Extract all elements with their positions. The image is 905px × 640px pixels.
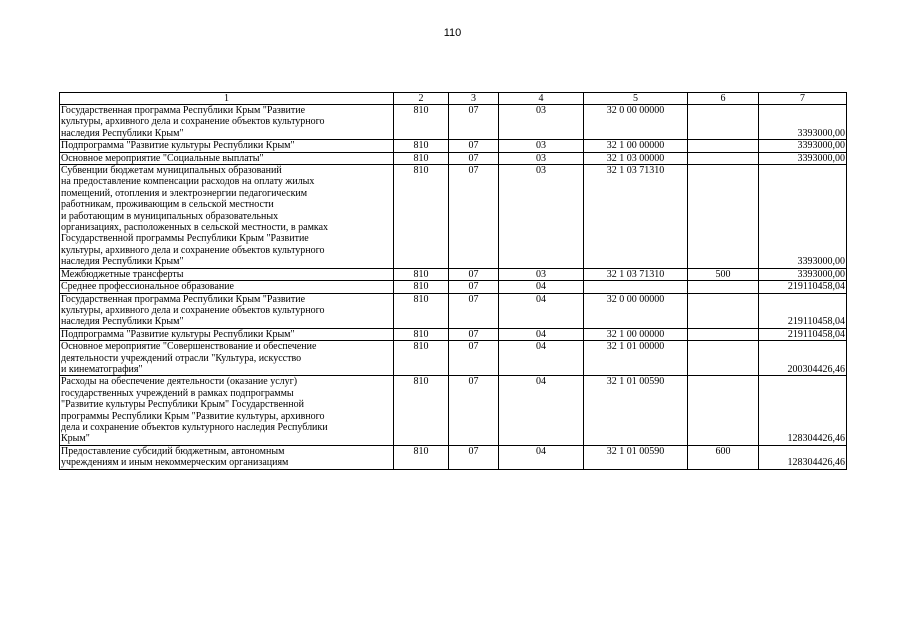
header-row [60, 93, 847, 105]
section-code-cell: 07 [449, 445, 499, 469]
item-name-line: деятельности учреждений отрасли "Культура, искусство [61, 352, 302, 364]
item-name-cell [60, 328, 394, 340]
section-code-cell: 07 [449, 341, 499, 376]
expense-type-cell: 600 [688, 445, 759, 469]
item-name-cell [60, 165, 394, 269]
subsection-code-cell: 03 [499, 165, 584, 269]
item-name-line: Подпрограмма "Развитие культуры Республики Крым" [61, 140, 295, 152]
expense-type-cell [688, 140, 759, 152]
item-name-line: организациях, расположенных в сельской местности, в рамках [61, 222, 329, 234]
target-article-cell: 32 1 00 00000 [584, 328, 688, 340]
table-row [60, 140, 847, 152]
page-number: 110 [443, 27, 462, 39]
amount-cell: 3393000,00 [759, 268, 847, 280]
item-name-line: культуры, архивного дела и сохранение объектов культурного [61, 244, 325, 256]
amount-cell: 128304426,46 [759, 445, 847, 469]
table-row [60, 105, 847, 140]
amount-cell: 3393000,00 [759, 152, 847, 164]
subsection-code-cell: 03 [499, 105, 584, 140]
table-row [60, 165, 847, 269]
item-name-line: помещений, отопления и электроэнергии педагогическим [61, 187, 308, 199]
item-name-line: культуры, архивного дела и сохранение объектов культурного [61, 116, 325, 128]
budget-table [59, 92, 847, 470]
table-row [60, 268, 847, 280]
section-code-cell: 07 [449, 152, 499, 164]
header-cell-1: 1 [60, 93, 394, 105]
item-name-line: культуры, архивного дела и сохранение объектов культурного [61, 304, 325, 316]
amount-cell: 219110458,04 [759, 293, 847, 328]
header-cell-7: 7 [759, 93, 847, 105]
amount-cell: 219110458,04 [759, 281, 847, 293]
ministry-code-cell: 810 [394, 341, 449, 376]
subsection-code-cell: 03 [499, 140, 584, 152]
item-name-line: государственных учреждений в рамках подпрограммы [61, 387, 294, 399]
section-code-cell: 07 [449, 376, 499, 445]
ministry-code-cell: 810 [394, 445, 449, 469]
item-name-cell [60, 445, 394, 469]
expense-type-cell [688, 376, 759, 445]
section-code-cell: 07 [449, 140, 499, 152]
subsection-code-cell: 04 [499, 376, 584, 445]
expense-type-cell [688, 105, 759, 140]
item-name-cell [60, 105, 394, 140]
item-name-line: Расходы на обеспечение деятельности (оказание услуг) [61, 376, 298, 388]
subsection-code-cell: 04 [499, 293, 584, 328]
header-cell-4: 4 [499, 93, 584, 105]
subsection-code-cell: 04 [499, 328, 584, 340]
item-name-line: наследия Республики Крым" [61, 256, 184, 268]
table-row [60, 152, 847, 164]
target-article-cell: 32 0 00 00000 [584, 105, 688, 140]
header-cell-5: 5 [584, 93, 688, 105]
ministry-code-cell: 810 [394, 281, 449, 293]
item-name-line: Подпрограмма "Развитие культуры Республики Крым" [61, 328, 295, 340]
expense-type-cell [688, 328, 759, 340]
header-cell-3: 3 [449, 93, 499, 105]
subsection-code-cell: 04 [499, 445, 584, 469]
item-name-cell [60, 376, 394, 445]
expense-type-cell [688, 293, 759, 328]
item-name-line: и кинематография" [61, 363, 143, 375]
item-name-cell [60, 152, 394, 164]
subsection-code-cell: 03 [499, 152, 584, 164]
item-name-cell [60, 268, 394, 280]
target-article-cell: 32 1 01 00590 [584, 376, 688, 445]
item-name-line: наследия Республики Крым" [61, 316, 184, 328]
amount-cell: 200304426,46 [759, 341, 847, 376]
ministry-code-cell: 810 [394, 152, 449, 164]
expense-type-cell [688, 165, 759, 269]
item-name-cell [60, 281, 394, 293]
target-article-cell: 32 1 01 00590 [584, 445, 688, 469]
target-article-cell: 32 1 03 71310 [584, 268, 688, 280]
item-name-line: Субвенции бюджетам муниципальных образований [61, 165, 282, 177]
expense-type-cell [688, 341, 759, 376]
header-cell-2: 2 [394, 93, 449, 105]
item-name-line: Среднее профессиональное образование [61, 281, 234, 293]
table-row [60, 445, 847, 469]
item-name-line: Государственной программы Республики Крым "Развитие [61, 233, 309, 245]
item-name-line: и работающим в муниципальных образовательных [61, 210, 279, 222]
item-name-line: учреждениям и иным некоммерческим организациям [61, 457, 289, 469]
subsection-code-cell: 04 [499, 281, 584, 293]
ministry-code-cell: 810 [394, 165, 449, 269]
target-article-cell: 32 1 01 00000 [584, 341, 688, 376]
amount-cell: 128304426,46 [759, 376, 847, 445]
target-article-cell: 32 0 00 00000 [584, 293, 688, 328]
item-name-line: на предоставление компенсации расходов на оплату жилых [61, 176, 315, 188]
target-article-cell: 32 1 00 00000 [584, 140, 688, 152]
item-name-line: Предоставление субсидий бюджетным, автономным [61, 445, 285, 457]
item-name-cell [60, 341, 394, 376]
section-code-cell: 07 [449, 281, 499, 293]
amount-cell: 3393000,00 [759, 140, 847, 152]
section-code-cell: 07 [449, 165, 499, 269]
table-row [60, 293, 847, 328]
item-name-line: дела и сохранение объектов культурного наследия Республики [61, 421, 328, 433]
target-article-cell: 32 1 03 71310 [584, 165, 688, 269]
ministry-code-cell: 810 [394, 328, 449, 340]
amount-cell: 3393000,00 [759, 105, 847, 140]
section-code-cell: 07 [449, 293, 499, 328]
item-name-cell [60, 140, 394, 152]
table-row [60, 341, 847, 376]
ministry-code-cell: 810 [394, 376, 449, 445]
item-name-line: Межбюджетные трансферты [61, 268, 184, 280]
ministry-code-cell: 810 [394, 105, 449, 140]
item-name-line: "Развитие культуры Республики Крым" Государственной [61, 399, 304, 411]
ministry-code-cell: 810 [394, 268, 449, 280]
section-code-cell: 07 [449, 328, 499, 340]
table-row [60, 328, 847, 340]
expense-type-cell: 500 [688, 268, 759, 280]
section-code-cell: 07 [449, 268, 499, 280]
subsection-code-cell: 04 [499, 341, 584, 376]
item-name-line: Государственная программа Республики Крым "Развитие [61, 293, 306, 305]
target-article-cell: 32 1 03 00000 [584, 152, 688, 164]
item-name-cell [60, 293, 394, 328]
target-article-cell [584, 281, 688, 293]
item-name-line: Основное мероприятие "Социальные выплаты" [61, 152, 264, 164]
item-name-line: наследия Республики Крым" [61, 127, 184, 139]
item-name-line: программы Республики Крым "Развитие культуры, архивного [61, 410, 325, 422]
ministry-code-cell: 810 [394, 140, 449, 152]
item-name-line: Основное мероприятие "Совершенствование и обеспечение [61, 341, 317, 353]
section-code-cell: 07 [449, 105, 499, 140]
item-name-line: работникам, проживающим в сельской местности [61, 199, 274, 211]
item-name-line: Крым" [61, 433, 90, 445]
table-row [60, 281, 847, 293]
expense-type-cell [688, 152, 759, 164]
item-name-line: Государственная программа Республики Крым "Развитие [61, 105, 306, 116]
expense-type-cell [688, 281, 759, 293]
table-body [60, 105, 847, 470]
ministry-code-cell: 810 [394, 293, 449, 328]
amount-cell: 3393000,00 [759, 165, 847, 269]
amount-cell: 219110458,04 [759, 328, 847, 340]
table-row [60, 376, 847, 445]
header-cell-6: 6 [688, 93, 759, 105]
subsection-code-cell: 03 [499, 268, 584, 280]
